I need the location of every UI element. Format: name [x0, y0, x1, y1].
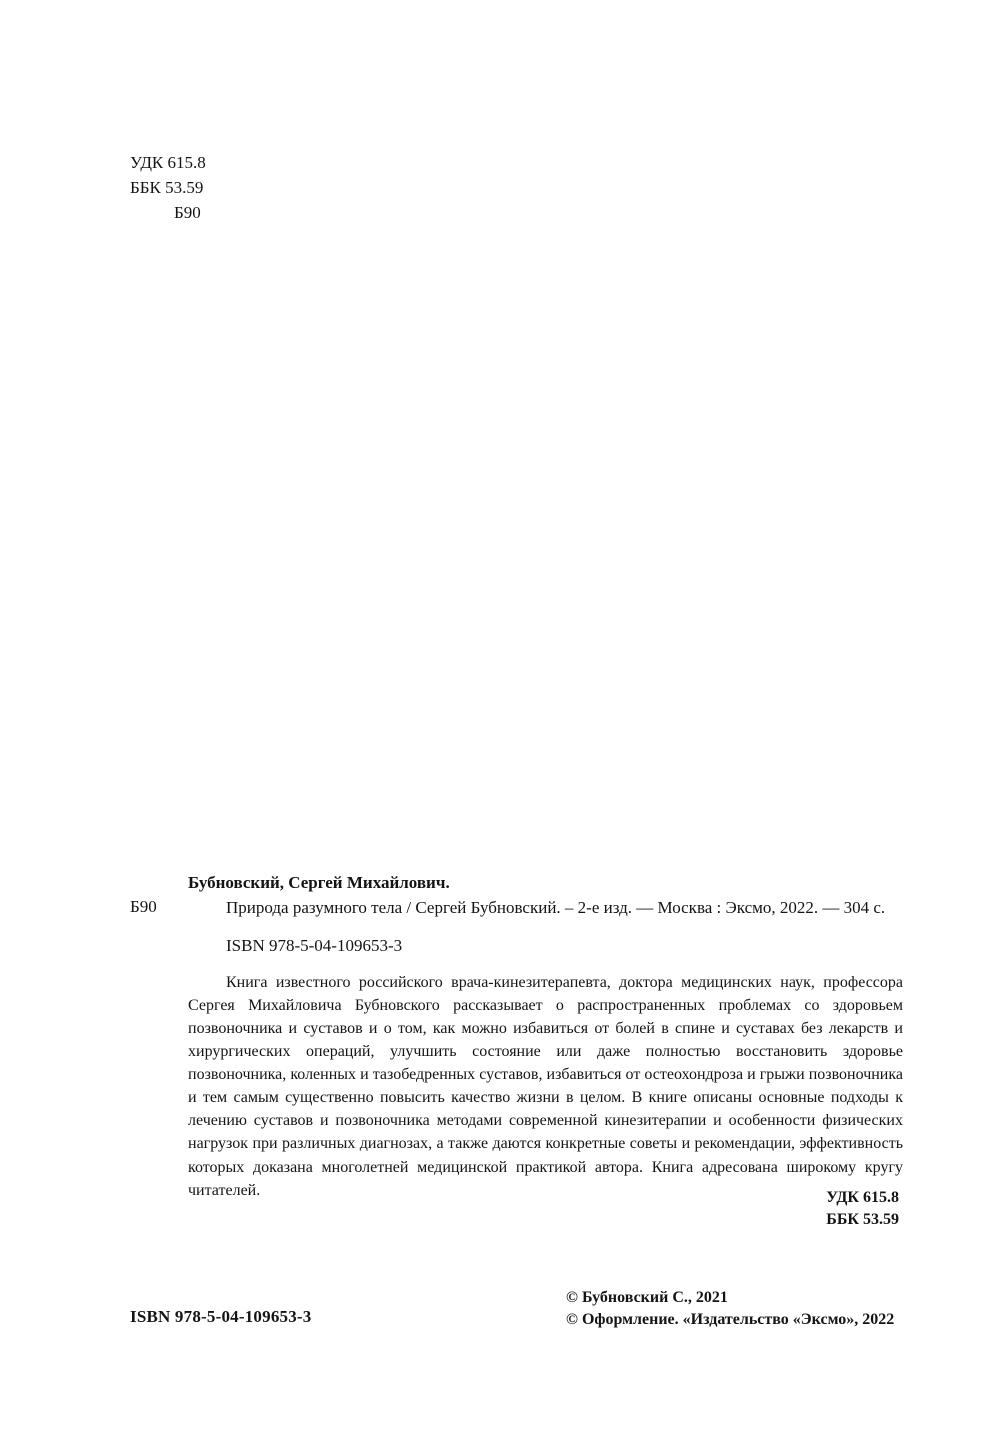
- udk-code: УДК 615.8: [130, 153, 206, 172]
- classification-codes-header: [130, 150, 206, 225]
- card-author-mark: Б90: [130, 897, 157, 916]
- card-author: Бубновский, Сергей Михайлович.: [188, 873, 450, 892]
- card-bbk: ББК 53.59: [826, 1211, 899, 1228]
- catalog-card: [188, 871, 903, 1202]
- card-annotation: Книга известного российского врача-кинезитерапевта, доктора медицинских наук, профессора Сергея Михайловича Бубновского рассказывает о распространенных проблемах со здоровьем позвоночника и суставов и о том, как можно избавиться от болей в спине и суставах без лекарств и хирургических операций, улучшить состояние или даже полностью восстановить здоровье позвоночника, коленных и тазобедренных суставов, избавиться от остеохондроза и грыжи позвоночника и тем самым существенно повысить качество жизни в целом. В книге описаны основные подходы к лечению суставов и позвоночника методами современной кинезитерапии и особенности физических нагрузок при различных диагнозах, а также даются конкретные советы и рекомендации, эффективность которых доказана многолетней медицинской практикой автора. Книга адресована широкому кругу читателей.: [188, 973, 903, 1199]
- card-title-line: Природа разумного тела / Сергей Бубновский. – 2-е изд. — Москва : Эксмо, 2022. — 304 с.: [226, 897, 886, 917]
- footer-isbn: ISBN 978-5-04-109653-3: [130, 1307, 312, 1326]
- card-classification-codes: [826, 1187, 899, 1231]
- copyright-design: © Оформление. «Издательство «Эксмо», 2022: [566, 1311, 895, 1328]
- card-isbn: ISBN 978-5-04-109653-3: [226, 936, 403, 956]
- card-udk: УДК 615.8: [826, 1189, 899, 1206]
- author-mark: Б90: [174, 203, 201, 222]
- copyright-author: © Бубновский С., 2021: [566, 1289, 728, 1306]
- copyright-block: [566, 1287, 894, 1331]
- bbk-code: ББК 53.59: [130, 178, 204, 197]
